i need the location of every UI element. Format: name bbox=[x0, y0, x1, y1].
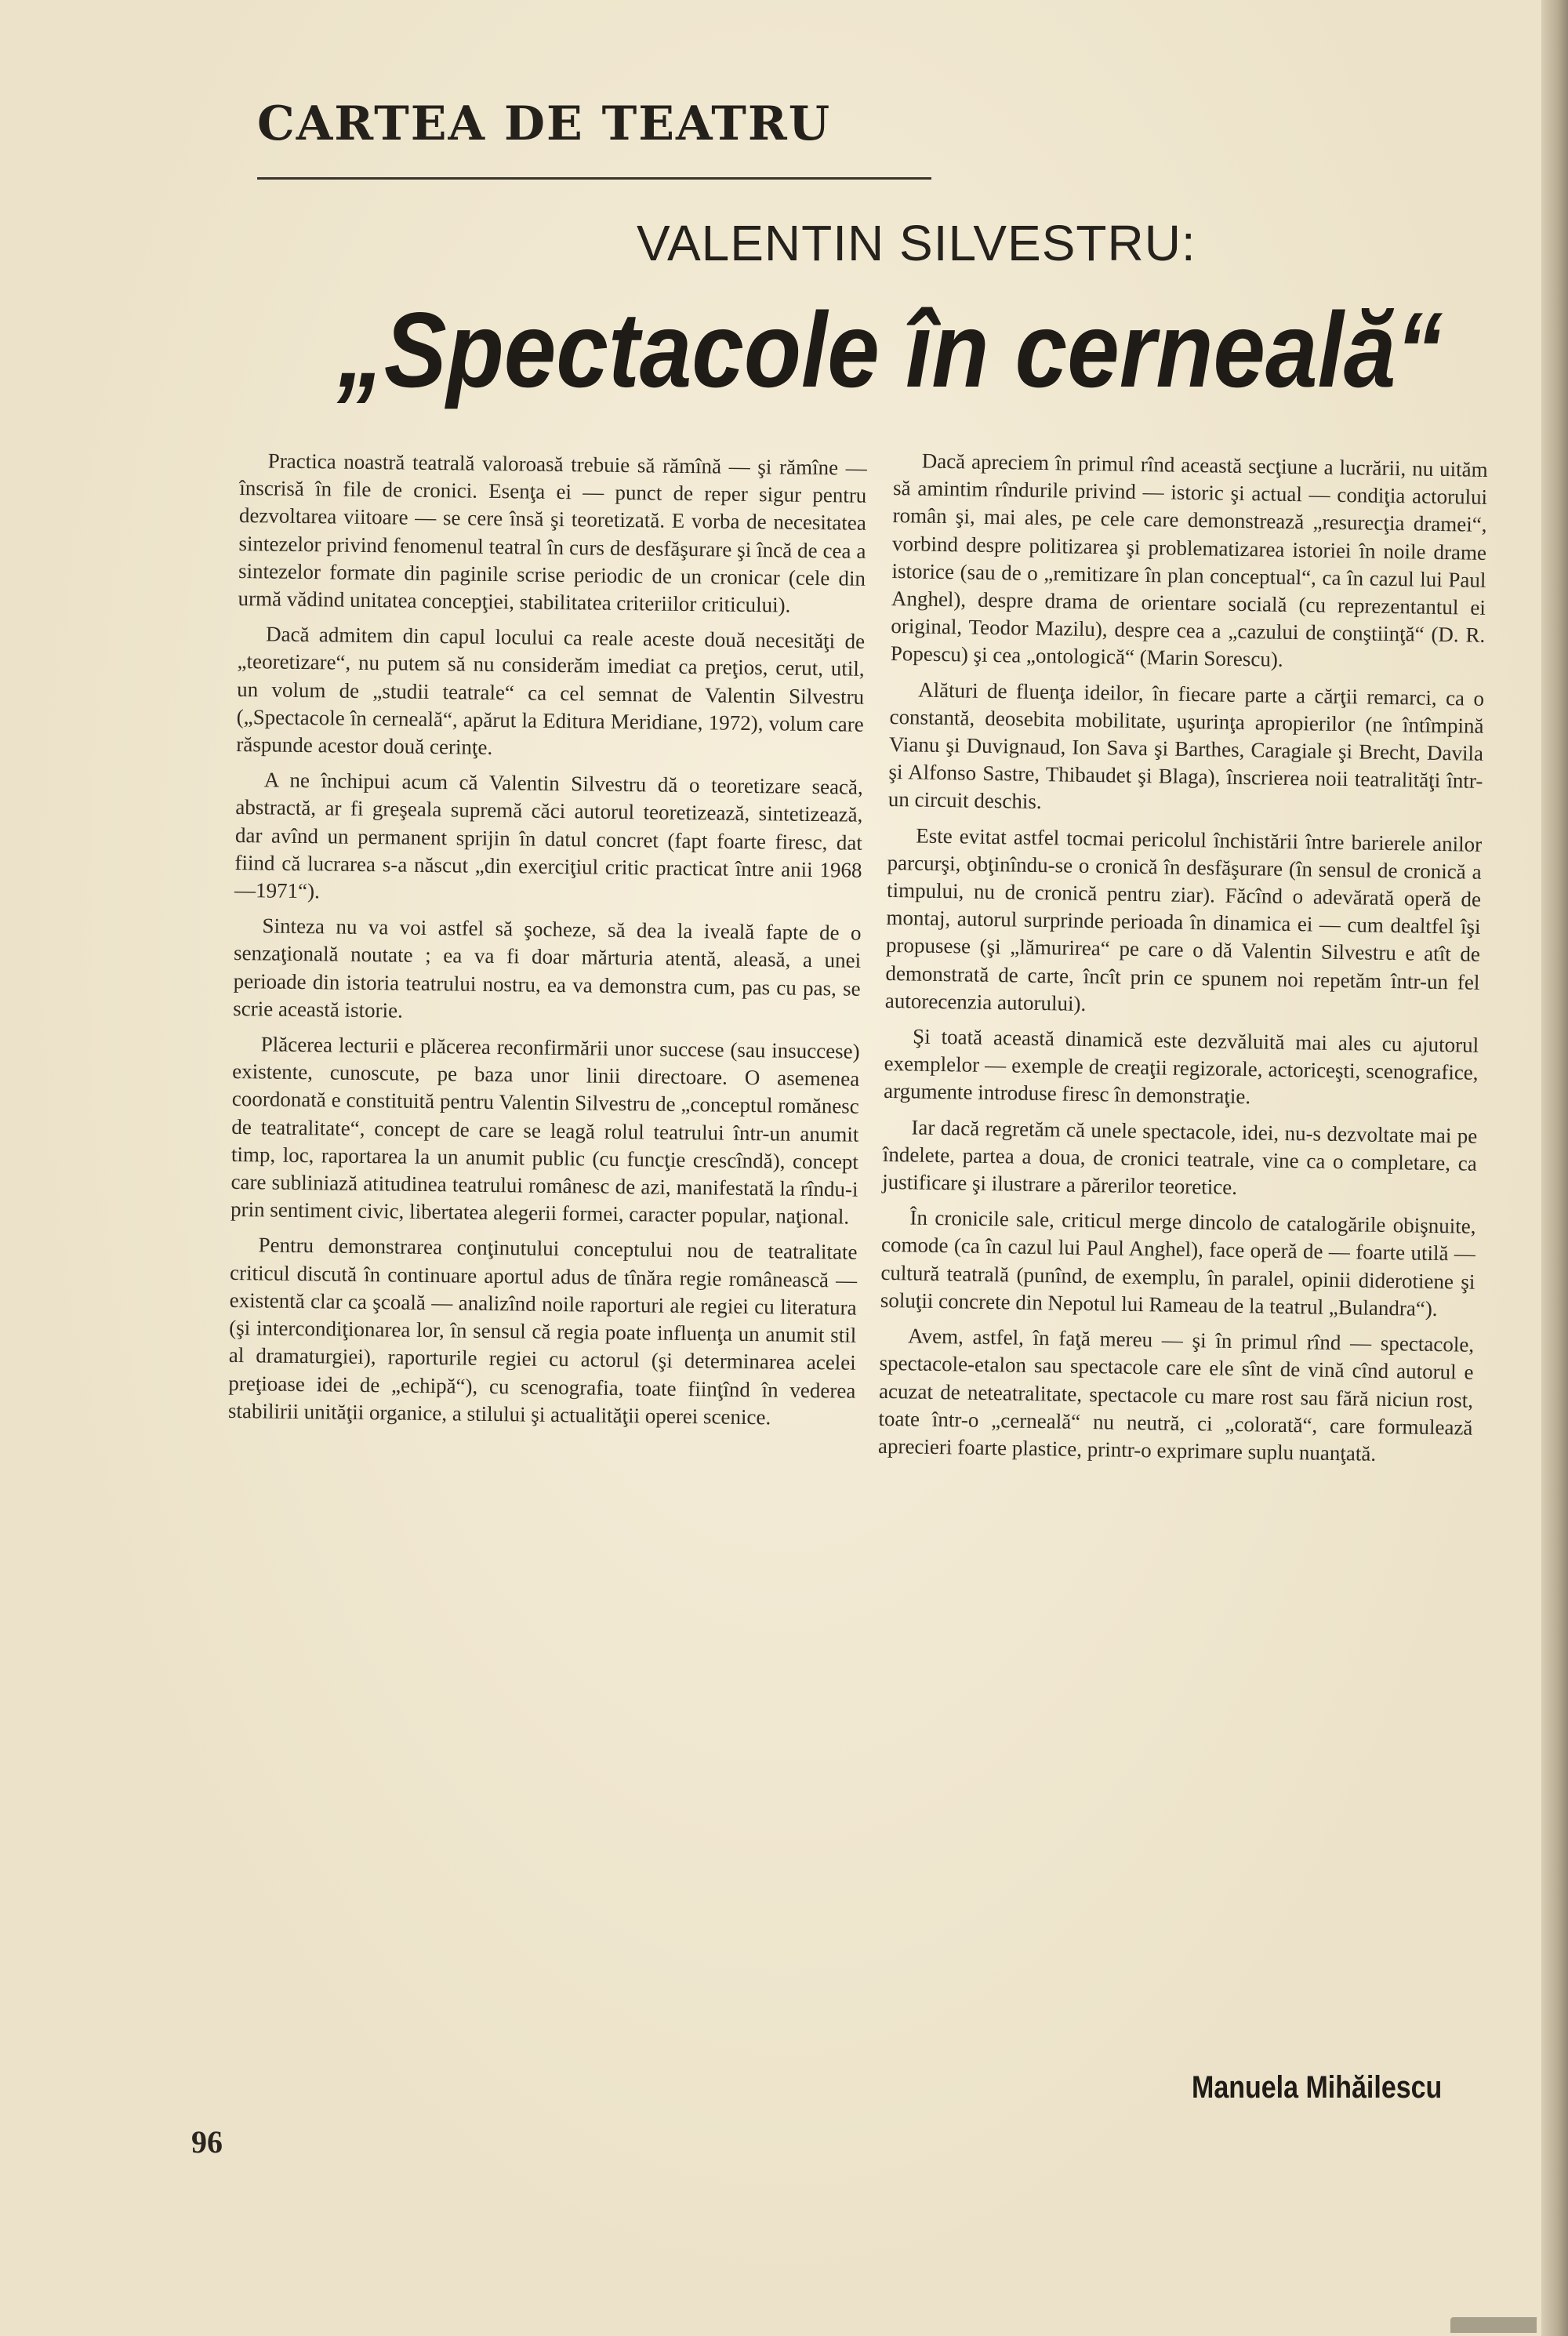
paragraph: Dacă admitem din capul locului ca reale aceste două necesităţi de „teoretizare“, nu putem să nu considerăm imediat ca preţios, cerut, util, un volum de „studii teatrale“ ca cel semnat de Valentin Silvestru („Spectacole în cerneală“, apărut la Editura Meridiane, 1972), volum care răspunde acestor două cerinţe. bbox=[236, 622, 866, 759]
book-title: „Spectacole în cerneală“ bbox=[337, 290, 1443, 409]
paragraph: În cronicile sale, criticul merge dincolo de catalogările obişnuite, comode (ca în cazul lui Paul Anghel), face operă de — foarte utilă — cultură teatrală (punînd, de exemplu, în paralel, opinii diderotiene şi soluţii concrete din Nepotul lui Rameau de la teatrul „Bulandra“). bbox=[880, 1205, 1476, 1321]
paragraph: A ne închipui acum că Valentin Silvestru dă o teoretizare seacă, abstractă, ar fi greşeala supremă căci autorul teoretizează, sintetizează, dar avînd un permanent sprijin în datul concret (fapt foarte firesc, dat fiind că lucrarea s-a născut „din exerciţiul critic practicat între anii 1968—1971“). bbox=[234, 768, 863, 903]
author-signature: Manuela Mihăilescu bbox=[1192, 2070, 1443, 2105]
article-column-right bbox=[878, 447, 1488, 1477]
paragraph: Este evitat astfel tocmai pericolul închistării între barierele anilor parcurşi, obţinîndu-se o cronică în desfăşurare (în sensul de cronică a timpului, nu de cronică pentru ziar). Făcînd o adevărată operă de montaj, autorul surprinde perioada în dinamica ei — cum dealtfel îşi propusese (şi „lămurirea“ pe care o dă Valentin Silvestru e atît de demonstrată de carte, încît prin ce spunem noi repetăm într-un fel autorecenzia autorului). bbox=[884, 823, 1483, 1015]
page-edge-shadow bbox=[1541, 0, 1568, 2336]
paragraph: Sinteza nu va voi astfel să şocheze, să dea la iveală fapte de o senzaţională noutate ; ea va fi doar mărturia atentă, aleasă, a unei perioade din istoria teatrului nostru, ea va demonstra cum, pas cu pas, se scrie această istorie. bbox=[233, 914, 862, 1023]
paragraph: Pentru demonstrarea conţinutului conceptului nou de teatralitate criticul discută în continuare aportul adus de tînăra regie românească — existentă clar ca şcoală — analizînd noile raporturi ale regiei cu literatura (şi intercondiţionarea lor, în sensul că regia poate influenţa un anumit stil al dramaturgiei), raporturile regiei cu actorul (şi determinarea acelei preţioase idei de „echipă“), cu scenografia, toate fiinţînd în vederea stabilirii unităţii organice, a stilului şi actualităţii operei scenice. bbox=[227, 1233, 858, 1430]
scan-corner-mark bbox=[1450, 2317, 1537, 2333]
section-header: CARTEA DE TEATRU bbox=[257, 96, 832, 151]
header-divider bbox=[257, 177, 931, 180]
paragraph: Alături de fluenţa ideilor, în fiecare parte a cărţii remarci, ca o constantă, deosebita mobilitate, uşurinţa apropierilor (ne întîmpină Vianu şi Duvignaud, Ion Sava şi Barthes, Caragiale şi Brecht, Davila şi Alfonso Sastre, Thibaudet şi Blaga), înscrierea noii teatralităţi într-un circuit deschis. bbox=[887, 678, 1485, 814]
paragraph: Avem, astfel, în faţă mereu — şi în primul rînd — spectacole, spectacole-etalon sau spectacole care ele sînt de vină cînd autorul e acuzat de neteatralitate, spectacole cu mare rost sau fără niciun rost, toate într-o „cerneală“ nu neutră, ci „colorată“, care formulează aprecieri foarte plastice, printr-o exprimare suplu nuanţată. bbox=[877, 1324, 1475, 1466]
paragraph: Plăcerea lecturii e plăcerea reconfirmării unor succese (sau insuccese) existente, cunoscute, pe baza unor linii directoare. O asemenea coordonată e constituită pentru Valentin Silvestru de „conceptul romănesc de teatralitate“, concept de care se leagă rolul teatrului într-un anumit timp, loc, raportarea la un anumit public (cu funcţie crescîndă), concept care subliniază atitudinea teatrului românesc de azi, manifestată la rîndu-i prin sentiment civic, libertatea alegerii formei, caracter popular, naţional. bbox=[230, 1032, 860, 1229]
author-heading: VALENTIN SILVESTRU: bbox=[637, 215, 1196, 271]
paragraph: Practica noastră teatrală valoroasă trebuie să rămînă — şi rămîne — înscrisă în file de cronici. Esenţa ei — punct de reper sigur pentru dezvoltarea viitoare — se cere însă şi teoretizată. E vorba de necesitatea sintezelor privind fenomenul teatral în curs de desfăşurare şi încă de cea a sintezelor formate din paginile scrise periodic de un cronicar (cele din urmă vădind unitatea concepţiei, stabilitatea criteriilor criticului). bbox=[238, 449, 867, 617]
paragraph: Iar dacă regretăm că unele spectacole, idei, nu-s dezvoltate mai pe îndelete, partea a doua, de cronici teatrale, vine ca o completare, ca justificare şi ilustrare a părerilor teoretice. bbox=[882, 1115, 1478, 1200]
paragraph: Şi toată această dinamică este dezvăluită mai ales cu ajutorul exemplelor — exemple de creaţii regizorale, actoriceşti, scenografice, argumente introduse firesc în demonstraţie. bbox=[883, 1024, 1479, 1109]
paragraph: Dacă apreciem în primul rînd această secţiune a lucrării, nu uităm să amintim rîndurile privind — istoric şi actual — condiţia actorului român şi, mai ales, pe cele care demonstrează „resurecţia dramei“, vorbind despre politizarea şi problematizarea istoriei în noile drame istorice (sau de o „remitizare în plan conceptual“, ca în cazul lui Paul Anghel), despre drama de orientare socială (cu reprezentantul ei original, Teodor Mazilu), despre cea a „cazului de conştiinţă“ (D. R. Popescu) şi cea „ontologică“ (Marin Sorescu). bbox=[890, 449, 1488, 672]
article-column-left bbox=[228, 447, 867, 1440]
page-number: 96 bbox=[191, 2124, 223, 2160]
